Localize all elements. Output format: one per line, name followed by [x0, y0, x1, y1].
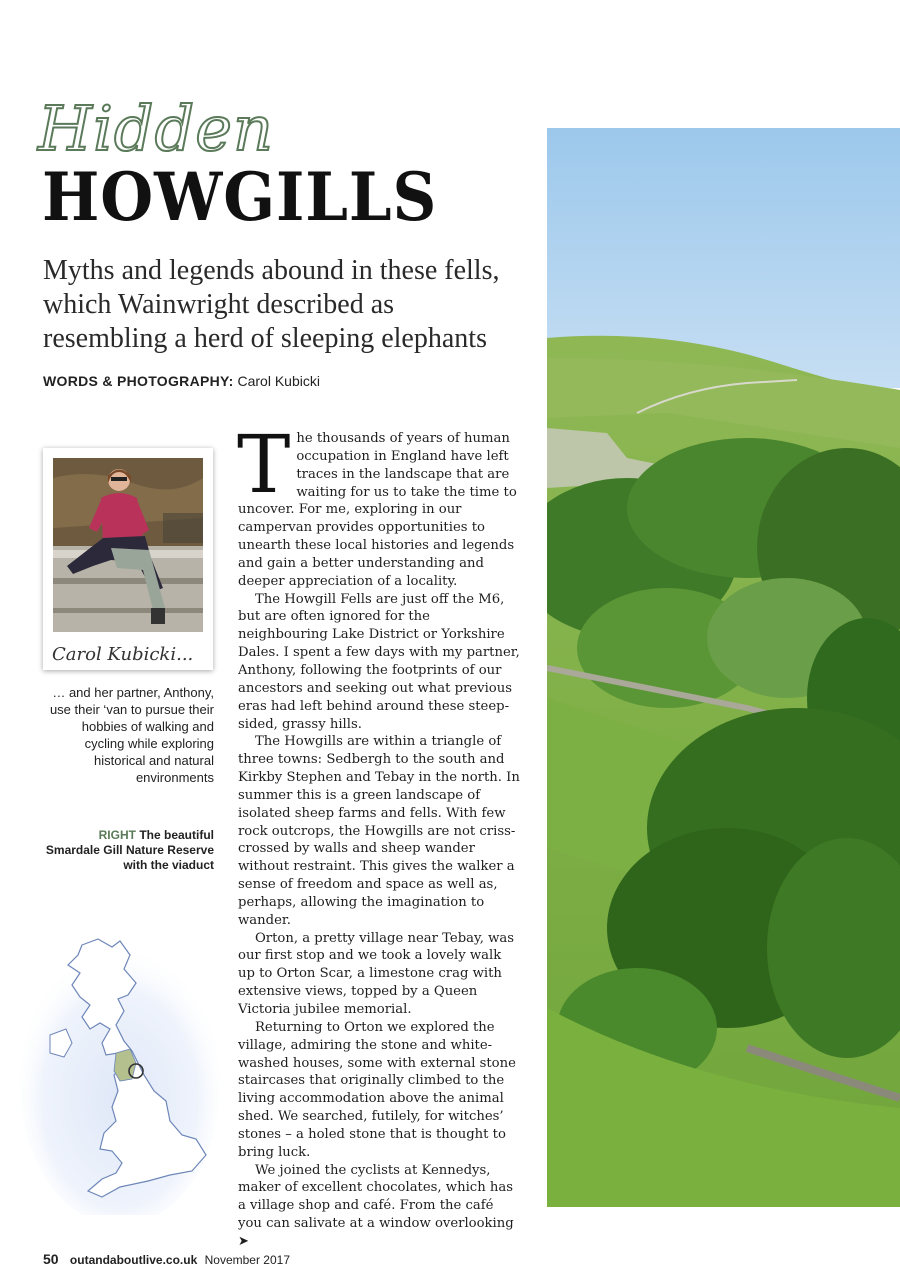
author-signature: Carol Kubicki... — [52, 644, 194, 665]
byline-label: WORDS & PHOTOGRAPHY: — [43, 373, 234, 389]
author-caption: … and her partner, Anthony, use their ‘van to pursue their hobbies of walking and cycling while exploring historical and natural environments — [49, 685, 214, 785]
issue-date: November 2017 — [204, 1253, 290, 1267]
caption-text: The beautiful Smardale Gill Nature Reserve with the viaduct — [45, 828, 214, 872]
byline-name: Carol Kubicki — [237, 373, 320, 389]
paragraph-1 — [237, 418, 520, 591]
paragraph-4: Orton, a pretty village near Tebay, was our first stop and we took a lovely walk up to Orton Scar, a limestone crag with extensive views, topped by a Queen Victoria jubilee memorial. — [238, 930, 515, 1017]
website-link[interactable]: outandaboutlive.co.uk — [69, 1253, 198, 1267]
drop-cap: T — [237, 418, 291, 511]
standfirst: Myths and legends abound in these fells, which Wainwright described as resembling a herd of sleeping elephants — [43, 255, 500, 354]
author-photo-frame — [43, 448, 213, 670]
title-kicker: Hidden — [38, 92, 274, 165]
caption-tag: RIGHT — [98, 828, 136, 842]
author-portrait — [53, 458, 203, 632]
photo-caption — [43, 828, 214, 873]
paragraph-1-text: he thousands of years of human occupation in England have left traces in the landscape that are waiting for us to take the time to uncover. For me, exploring in our campervan provides opportunities to unearth these local histories and legends and gain a better understanding and deeper appreciation of a locality. — [238, 431, 517, 589]
paragraph-2: The Howgill Fells are just off the M6, but are often ignored for the neighbouring Lake District or Yorkshire Dales. I spent a few days with my partner, Anthony, following the footprints of our ancestors and seeking out what previous eras had left behind around these steep-sided, grassy hills. — [238, 591, 520, 732]
page-footer — [43, 1251, 290, 1267]
byline — [43, 373, 320, 389]
page-title: HOWGILLS — [42, 158, 438, 236]
hero-photo — [547, 128, 900, 1207]
paragraph-6: We joined the cyclists at Kennedys, maker of excellent chocolates, which has a village shop and café. From the café you can salivate at a window overlooking ➤ — [238, 1162, 514, 1249]
page-number: 50 — [43, 1251, 59, 1267]
paragraph-3: The Howgills are within a triangle of three towns: Sedbergh to the south and Kirkby Stephen and Tebay in the north. In summer this is a green landscape of isolated sheep farms and fells. With few rock outcrops, the Howgills are not criss-crossed by walls and sheep wander without restraint. This gives the walker a sense of freedom and space as well as, perhaps, allowing the imagination to wander. — [238, 734, 520, 928]
uk-locator-map — [20, 925, 220, 1215]
article-body — [237, 418, 520, 1251]
paragraph-5: Returning to Orton we explored the village, admiring the stone and white-washed houses, some with external stone staircases that originally climbed to the living accommodation above the animal shed. We searched, futilely, for witches’ stones – a holed stone that is thought to bring luck. — [238, 1019, 516, 1160]
